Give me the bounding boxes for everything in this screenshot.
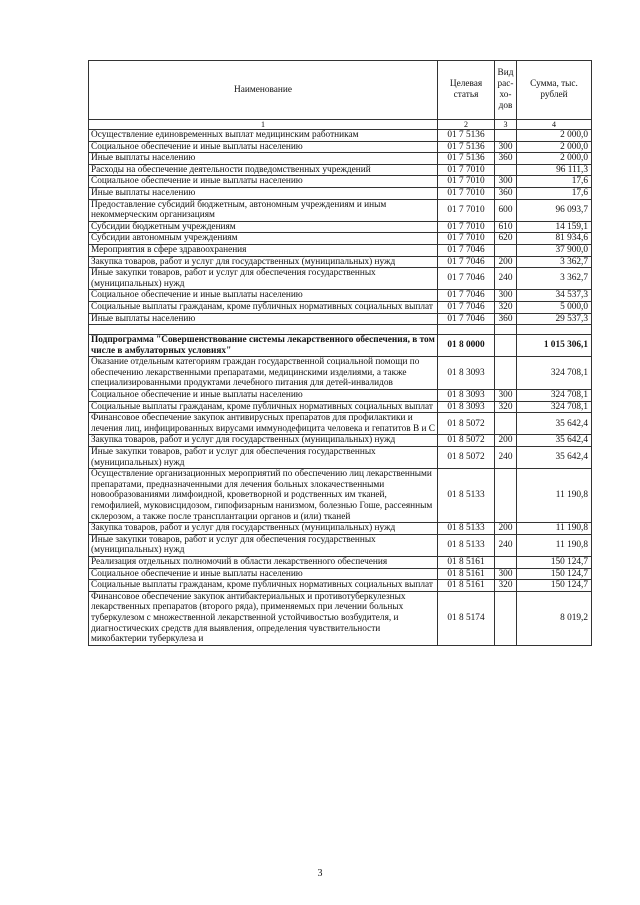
row-code: 01 7 7046 xyxy=(438,244,495,256)
table-row xyxy=(89,591,592,645)
row-code: 01 8 5072 xyxy=(438,435,495,447)
row-sum: 37 900,0 xyxy=(517,244,592,256)
colnum-2: 2 xyxy=(438,120,495,130)
row-sum: 11 190,8 xyxy=(517,534,592,556)
row-sum: 81 934,6 xyxy=(517,233,592,245)
row-sum: 324 708,1 xyxy=(517,401,592,413)
table-row xyxy=(89,523,592,535)
row-sum: 17,6 xyxy=(517,187,592,199)
spacer-cell xyxy=(495,325,517,335)
spacer-cell xyxy=(438,325,495,335)
table-row xyxy=(89,556,592,568)
row-vid xyxy=(495,357,517,390)
table-row xyxy=(89,469,592,523)
row-sum: 324 708,1 xyxy=(517,357,592,390)
row-sum: 2 000,0 xyxy=(517,130,592,142)
header-name: Наименование xyxy=(89,61,438,120)
row-sum: 324 708,1 xyxy=(517,390,592,402)
row-vid: 200 xyxy=(495,523,517,535)
table-row xyxy=(89,256,592,268)
row-name: Социальное обеспечение и иные выплаты населению xyxy=(89,141,438,153)
table-row xyxy=(89,176,592,188)
row-sum: 3 362,7 xyxy=(517,256,592,268)
row-vid: 240 xyxy=(495,534,517,556)
row-name: Субсидии автономным учреждениям xyxy=(89,233,438,245)
row-name: Оказание отдельным категориям граждан государственной социальной помощи по обеспечению лекарственными препаратами, медицинскими изделиями, а также специализированными продуктами лечебного питания для детей-инвалидов xyxy=(89,357,438,390)
row-vid: 300 xyxy=(495,290,517,302)
row-vid: 300 xyxy=(495,176,517,188)
table-row xyxy=(89,233,592,245)
row-code: 01 7 7010 xyxy=(438,187,495,199)
row-name: Закупка товаров, работ и услуг для государственных (муниципальных) нужд xyxy=(89,256,438,268)
row-code: 01 8 5133 xyxy=(438,469,495,523)
page-number: 3 xyxy=(317,868,323,879)
row-sum: 8 019,2 xyxy=(517,591,592,645)
row-vid: 300 xyxy=(495,390,517,402)
table-row xyxy=(89,580,592,592)
row-sum: 5 000,0 xyxy=(517,301,592,313)
table-row xyxy=(89,164,592,176)
table-row xyxy=(89,244,592,256)
row-code: 01 7 7046 xyxy=(438,290,495,302)
row-code: 01 8 3093 xyxy=(438,401,495,413)
row-vid: 360 xyxy=(495,187,517,199)
row-sum: 29 537,3 xyxy=(517,313,592,325)
table-row xyxy=(89,268,592,290)
row-sum: 35 642,4 xyxy=(517,413,592,435)
header-vid: Вид рас-хо-дов xyxy=(495,61,517,120)
table-row xyxy=(89,534,592,556)
colnum-4: 4 xyxy=(517,120,592,130)
table-row xyxy=(89,335,592,357)
row-sum: 3 362,7 xyxy=(517,268,592,290)
row-sum: 14 159,1 xyxy=(517,221,592,233)
row-name: Иные выплаты населению xyxy=(89,153,438,165)
row-name: Иные выплаты населению xyxy=(89,187,438,199)
table-row xyxy=(89,313,592,325)
row-name: Закупка товаров, работ и услуг для государственных (муниципальных) нужд xyxy=(89,523,438,535)
row-name: Реализация отдельных полномочий в области лекарственного обеспечения xyxy=(89,556,438,568)
row-name: Иные закупки товаров, работ и услуг для обеспечения государственных (муниципальных) нужд xyxy=(89,447,438,469)
row-code: 01 7 5136 xyxy=(438,141,495,153)
table-row xyxy=(89,447,592,469)
row-code: 01 8 5161 xyxy=(438,556,495,568)
row-code: 01 8 5072 xyxy=(438,447,495,469)
row-name: Социальные выплаты гражданам, кроме публичных нормативных социальных выплат xyxy=(89,401,438,413)
row-name: Социальное обеспечение и иные выплаты населению xyxy=(89,176,438,188)
row-vid: 200 xyxy=(495,256,517,268)
table-row xyxy=(89,568,592,580)
row-vid xyxy=(495,130,517,142)
row-vid xyxy=(495,469,517,523)
row-code: 01 7 7046 xyxy=(438,268,495,290)
row-code: 01 7 7046 xyxy=(438,313,495,325)
row-vid xyxy=(495,556,517,568)
row-sum: 150 124,7 xyxy=(517,580,592,592)
row-vid: 300 xyxy=(495,141,517,153)
budget-table xyxy=(88,60,592,646)
row-vid: 240 xyxy=(495,268,517,290)
table-row xyxy=(89,401,592,413)
row-sum: 35 642,4 xyxy=(517,447,592,469)
row-sum: 17,6 xyxy=(517,176,592,188)
row-sum: 96 093,7 xyxy=(517,199,592,221)
colnum-1: 1 xyxy=(89,120,438,130)
row-vid: 600 xyxy=(495,199,517,221)
row-code: 01 7 5136 xyxy=(438,153,495,165)
row-vid xyxy=(495,244,517,256)
row-sum: 34 537,3 xyxy=(517,290,592,302)
row-code: 01 8 5072 xyxy=(438,413,495,435)
table-header-row xyxy=(89,61,592,120)
budget-table-sheet xyxy=(88,60,591,646)
row-name: Осуществление организационных мероприятий по обеспечению лиц лекарственными препаратами, предназначенными для лечения больных злокачественными новообразованиями лимфоидной, кроветворной и родственных им тканей, гемофилией, муковисцидозом, гипофизарным нанизмом, болезнью Гоше, рассеянным склерозом, а также после трансплантации органов и (или) тканей xyxy=(89,469,438,523)
row-vid: 620 xyxy=(495,233,517,245)
column-number-row xyxy=(89,120,592,130)
table-row xyxy=(89,290,592,302)
table-row xyxy=(89,390,592,402)
row-code: 01 7 7010 xyxy=(438,164,495,176)
row-name: Финансовое обеспечение закупок антивирусных препаратов для профилактики и лечения лиц, инфицированных вирусами иммунодефицита человека и гепатитов B и C xyxy=(89,413,438,435)
row-vid xyxy=(495,164,517,176)
row-vid: 240 xyxy=(495,447,517,469)
row-name: Финансовое обеспечение закупок антибактериальных и противотуберкулезных лекарственных препаратов (второго ряда), применяемых при лечении больных туберкулезом с множественной лекарственной устойчивостью возбудителя, и диагностических средств для выявления, определения чувствительности микобактерии туберкулеза и xyxy=(89,591,438,645)
row-vid xyxy=(495,335,517,357)
row-sum: 150 124,7 xyxy=(517,568,592,580)
table-row xyxy=(89,187,592,199)
row-sum: 2 000,0 xyxy=(517,153,592,165)
row-name: Расходы на обеспечение деятельности подведомственных учреждений xyxy=(89,164,438,176)
row-vid: 200 xyxy=(495,435,517,447)
row-name: Социальные выплаты гражданам, кроме публичных нормативных социальных выплат xyxy=(89,580,438,592)
row-name: Субсидии бюджетным учреждениям xyxy=(89,221,438,233)
spacer-row xyxy=(89,325,592,335)
row-vid xyxy=(495,591,517,645)
row-code: 01 7 7010 xyxy=(438,199,495,221)
table-row xyxy=(89,435,592,447)
row-vid: 360 xyxy=(495,313,517,325)
row-code: 01 7 7046 xyxy=(438,301,495,313)
row-sum: 96 111,3 xyxy=(517,164,592,176)
spacer-cell xyxy=(517,325,592,335)
row-name: Подпрограмма "Совершенствование системы лекарственного обеспечения, в том числе в амбулаторных условиях" xyxy=(89,335,438,357)
header-sum: Сумма, тыс. рублей xyxy=(517,61,592,120)
row-vid: 610 xyxy=(495,221,517,233)
row-vid xyxy=(495,413,517,435)
row-sum: 2 000,0 xyxy=(517,141,592,153)
row-code: 01 7 7010 xyxy=(438,221,495,233)
row-sum: 35 642,4 xyxy=(517,435,592,447)
row-code: 01 8 5174 xyxy=(438,591,495,645)
row-sum: 1 015 306,1 xyxy=(517,335,592,357)
table-row xyxy=(89,357,592,390)
row-code: 01 8 3093 xyxy=(438,390,495,402)
row-name: Предоставление субсидий бюджетным, автономным учреждениям и иным некоммерческим организациям xyxy=(89,199,438,221)
row-name: Социальное обеспечение и иные выплаты населению xyxy=(89,290,438,302)
table-row xyxy=(89,130,592,142)
table-row xyxy=(89,413,592,435)
row-vid: 320 xyxy=(495,401,517,413)
row-name: Закупка товаров, работ и услуг для государственных (муниципальных) нужд xyxy=(89,435,438,447)
row-vid: 320 xyxy=(495,301,517,313)
spacer-cell xyxy=(89,325,438,335)
row-code: 01 8 5161 xyxy=(438,568,495,580)
row-name: Мероприятия в сфере здравоохранения xyxy=(89,244,438,256)
row-code: 01 8 5133 xyxy=(438,534,495,556)
row-code: 01 8 3093 xyxy=(438,357,495,390)
row-vid: 360 xyxy=(495,153,517,165)
table-row xyxy=(89,141,592,153)
table-row xyxy=(89,221,592,233)
row-sum: 150 124,7 xyxy=(517,556,592,568)
row-name: Социальное обеспечение и иные выплаты населению xyxy=(89,390,438,402)
row-name: Социальные выплаты гражданам, кроме публичных нормативных социальных выплат xyxy=(89,301,438,313)
row-code: 01 7 5136 xyxy=(438,130,495,142)
row-code: 01 7 7010 xyxy=(438,176,495,188)
table-row xyxy=(89,199,592,221)
row-code: 01 8 5161 xyxy=(438,580,495,592)
row-code: 01 7 7010 xyxy=(438,233,495,245)
row-sum: 11 190,8 xyxy=(517,523,592,535)
table-row xyxy=(89,301,592,313)
colnum-3: 3 xyxy=(495,120,517,130)
row-name: Иные закупки товаров, работ и услуг для обеспечения государственных (муниципальных) нужд xyxy=(89,534,438,556)
row-code: 01 8 0000 xyxy=(438,335,495,357)
row-code: 01 8 5133 xyxy=(438,523,495,535)
row-name: Иные выплаты населению xyxy=(89,313,438,325)
row-sum: 11 190,8 xyxy=(517,469,592,523)
row-name: Социальное обеспечение и иные выплаты населению xyxy=(89,568,438,580)
row-name: Осуществление единовременных выплат медицинским работникам xyxy=(89,130,438,142)
header-code: Целевая статья xyxy=(438,61,495,120)
row-vid: 320 xyxy=(495,580,517,592)
row-name: Иные закупки товаров, работ и услуг для обеспечения государственных (муниципальных) нужд xyxy=(89,268,438,290)
row-code: 01 7 7046 xyxy=(438,256,495,268)
row-vid: 300 xyxy=(495,568,517,580)
table-row xyxy=(89,153,592,165)
